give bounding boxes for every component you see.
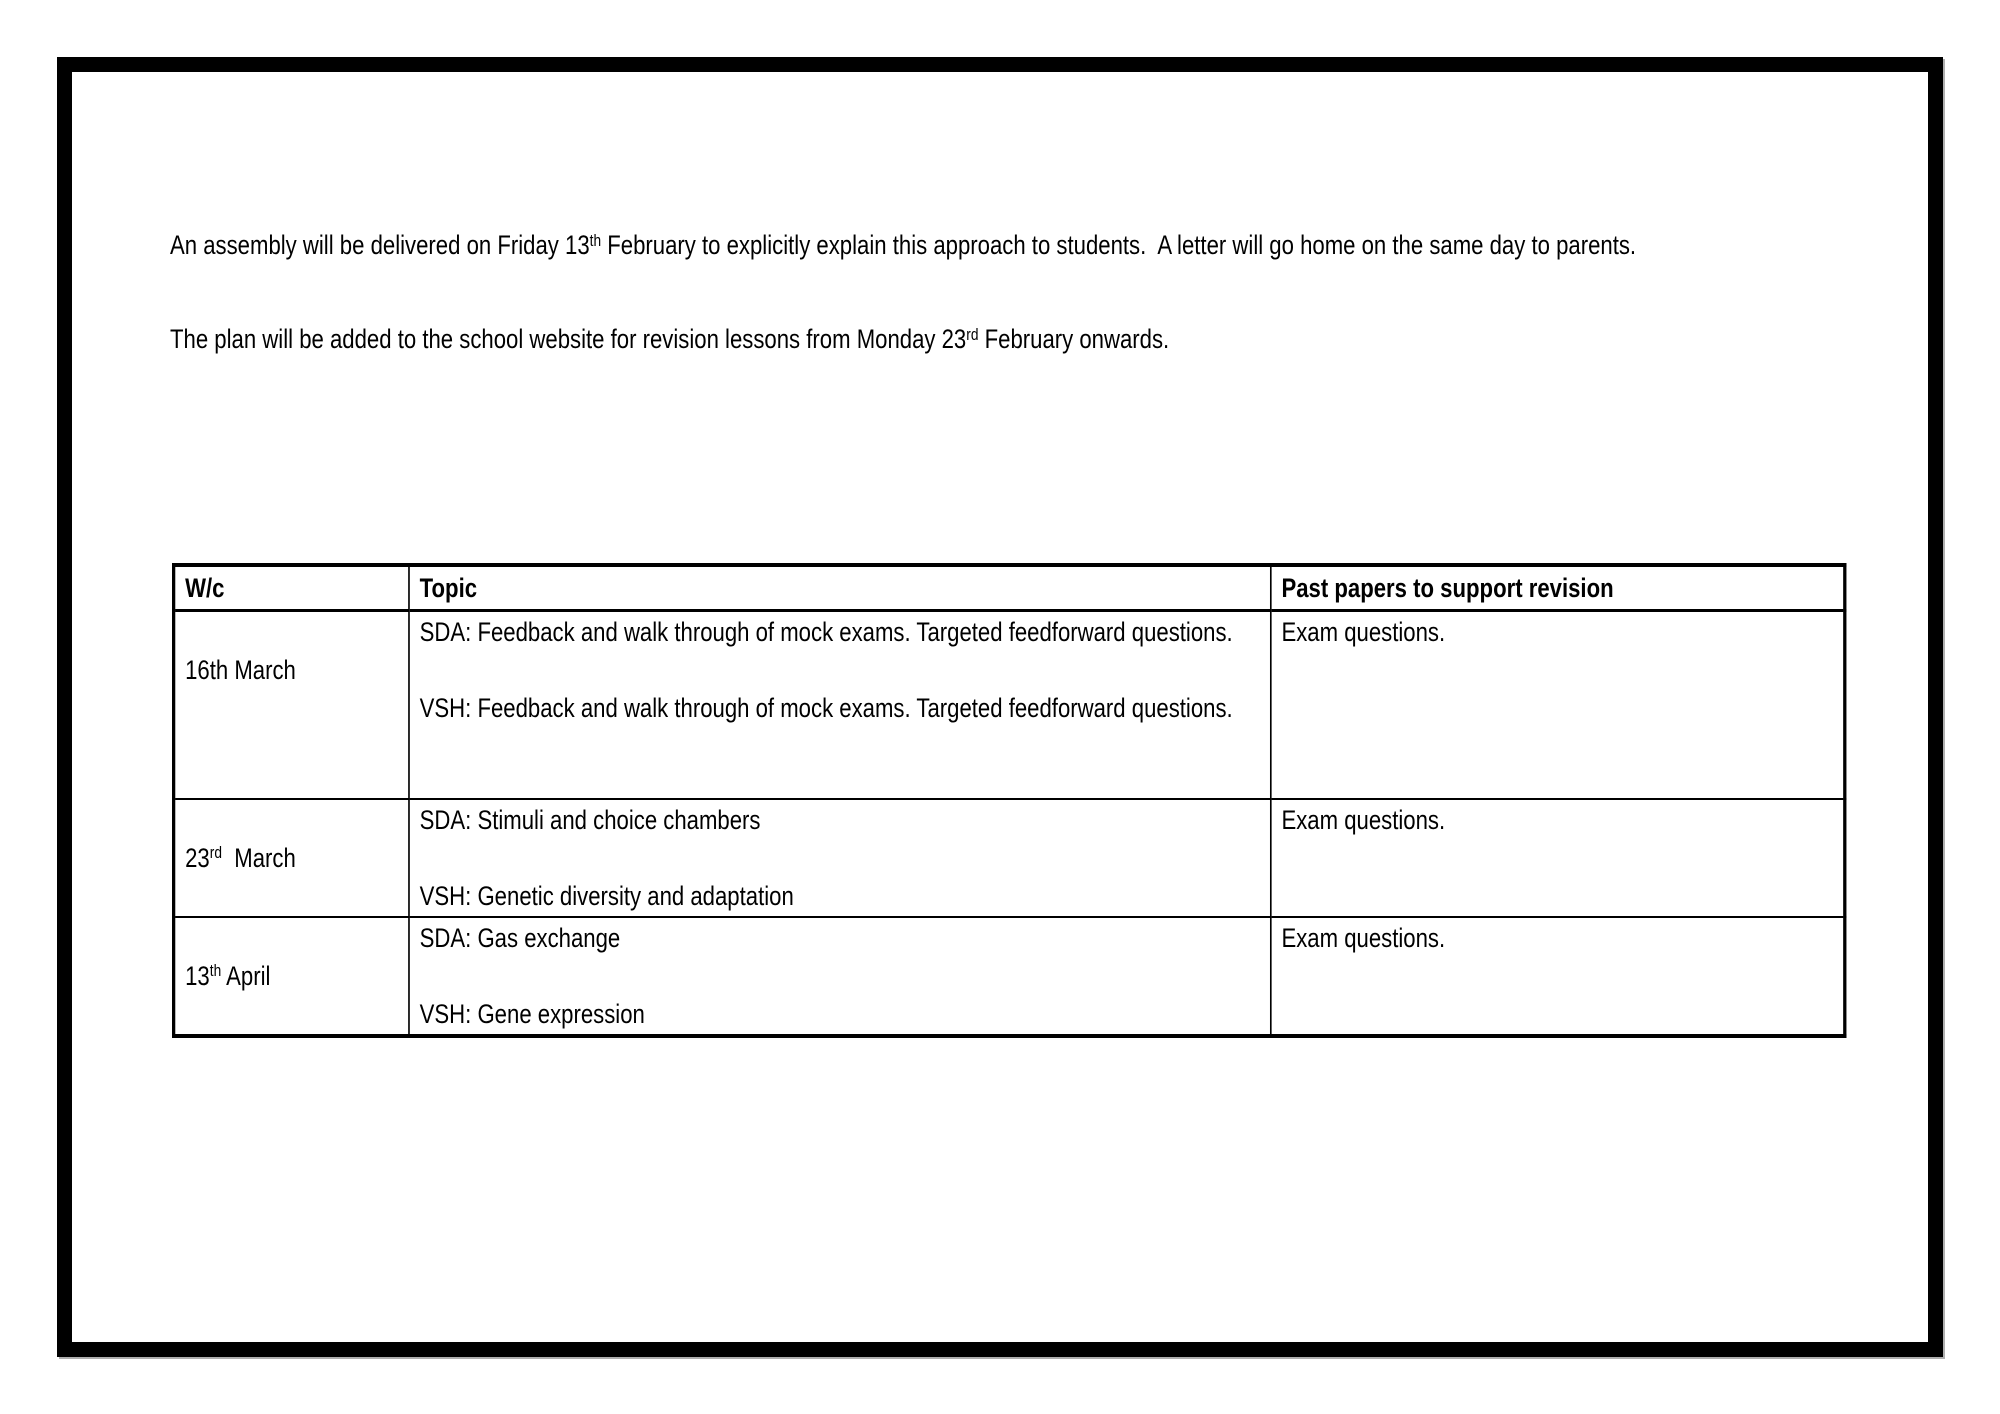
text-run: March <box>221 842 296 873</box>
table-row <box>174 799 1845 917</box>
topic-cell <box>409 799 1271 917</box>
cell-line <box>420 613 1261 651</box>
table-header-wc: W/c <box>174 565 409 611</box>
week-cell <box>174 611 409 799</box>
cell-line <box>420 995 1261 1033</box>
text-run: VSH: Feedback and walk through of mock exams. Targeted feedforward questions. <box>419 693 1233 723</box>
text-run: 23 <box>185 842 210 873</box>
cell-line <box>420 839 1261 877</box>
cell-line <box>185 801 398 839</box>
cell-line <box>185 651 398 689</box>
cell-line <box>185 839 398 881</box>
superscript: th <box>589 230 602 250</box>
cell-line <box>420 919 1261 957</box>
topic-cell <box>409 611 1271 799</box>
past-papers-cell <box>1271 917 1845 1036</box>
text-run: VSH: Gene expression <box>419 998 645 1029</box>
text-run: Exam questions. <box>1281 804 1446 835</box>
week-cell <box>174 917 409 1036</box>
week-cell <box>174 799 409 917</box>
cell-line <box>420 801 1261 839</box>
cell-line <box>185 957 398 999</box>
cell-line <box>420 877 1261 915</box>
table-row <box>174 611 1845 799</box>
text-run: VSH: Genetic diversity and adaptation <box>419 880 794 911</box>
superscript: rd <box>209 843 222 863</box>
cell-line <box>185 919 398 957</box>
table-row <box>174 917 1845 1036</box>
topic-cell <box>409 917 1271 1036</box>
cell-line <box>420 689 1261 727</box>
cell-line <box>420 957 1261 995</box>
table-header-row <box>174 565 1845 611</box>
superscript: rd <box>966 324 979 344</box>
cell-line <box>185 613 398 651</box>
table-header-past-papers: Past papers to support revision <box>1271 565 1845 611</box>
revision-table <box>172 563 1846 1038</box>
text-run: 13 <box>185 960 210 991</box>
text-run: Exam questions. <box>1281 617 1446 647</box>
paragraph-website-plan <box>170 320 1728 362</box>
text-run: SDA: Gas exchange <box>419 922 621 953</box>
superscript: th <box>209 961 222 981</box>
text-run: SDA: Feedback and walk through of mock exams. Targeted feedforward questions. <box>419 617 1233 647</box>
table-header-topic: Topic <box>409 565 1271 611</box>
text-run: February to explicitly explain this approach to students. A letter will go home on the same day to parents. <box>601 230 1637 260</box>
past-papers-cell <box>1271 799 1845 917</box>
text-run: The plan will be added to the school website for revision lessons from Monday 23 <box>170 324 967 354</box>
cell-line <box>420 651 1261 689</box>
text-run: 16th March <box>185 655 296 685</box>
cell-line <box>1281 613 1833 651</box>
revision-table-wrap <box>172 563 1843 1038</box>
text-run: Exam questions. <box>1281 922 1446 953</box>
text-run: April <box>221 960 271 991</box>
paragraph-assembly <box>170 226 1728 268</box>
cell-line <box>1281 919 1833 957</box>
past-papers-cell <box>1271 611 1845 799</box>
revision-table-body <box>174 611 1845 1036</box>
text-run: February onwards. <box>978 324 1170 354</box>
text-run: An assembly will be delivered on Friday 13 <box>170 230 590 260</box>
cell-line <box>1281 801 1833 839</box>
text-run: SDA: Stimuli and choice chambers <box>419 804 761 835</box>
